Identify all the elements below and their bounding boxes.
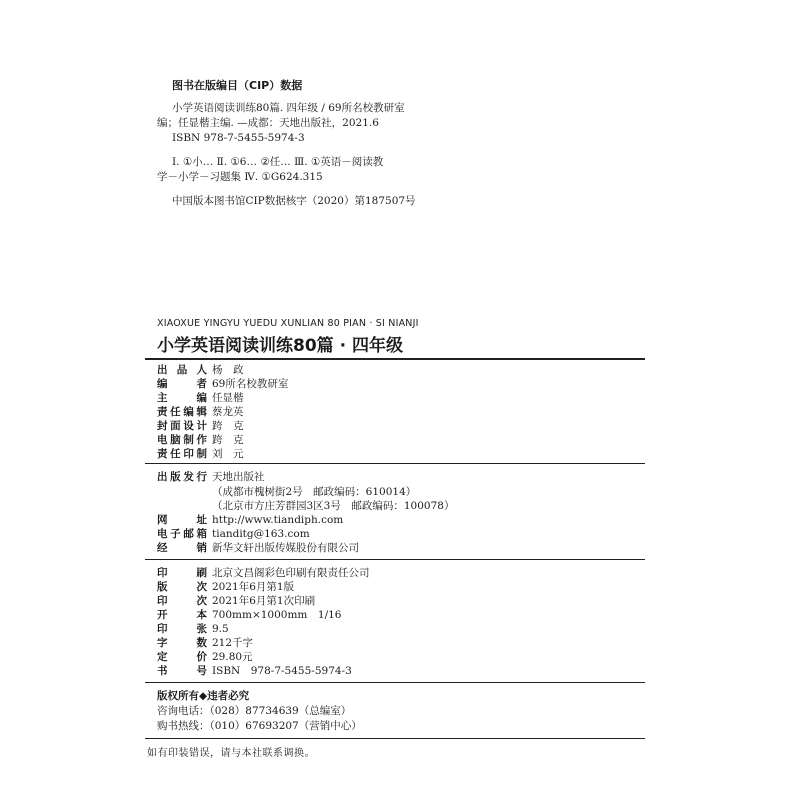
credit-row: 编者 69所名校教研室 [157, 378, 289, 390]
publisher-row: 出版发行 天地出版社 [157, 471, 265, 483]
title-divider [145, 358, 645, 360]
print-row: 版次 2021年6月第1版 [157, 581, 295, 593]
email-link[interactable]: tianditg@163.com [212, 528, 310, 540]
print-row: 字数 212千字 [157, 637, 254, 649]
cip-class-line-2: 学－小学－习题集 Ⅳ. ①G624.315 [157, 171, 323, 183]
print-row: 印次 2021年6月第1次印刷 [157, 595, 316, 607]
cip-data-number: 中国版本图书馆CIP数据核字（2020）第187507号 [172, 195, 416, 207]
rights-notice: 版权所有◆违者必究 [157, 690, 250, 702]
credit-row: 出品人 杨 政 [157, 364, 244, 376]
website-link[interactable]: http://www.tiandiph.com [212, 514, 344, 526]
cip-class-line-1: Ⅰ. ①小… Ⅱ. ①6… ②任… Ⅲ. ①英语－阅读教 [172, 156, 384, 168]
cip-line-3: ISBN 978-7-5455-5974-3 [172, 132, 305, 144]
distributor-row: 经销 新华文轩出版传媒股份有限公司 [157, 542, 359, 554]
cip-heading: 图书在版编目（CIP）数据 [172, 79, 303, 92]
email-row: 电子邮箱 tianditg@163.com [157, 528, 310, 540]
credit-row: 责任印制 刘 元 [157, 448, 244, 460]
credit-row: 封面设计 跨 克 [157, 420, 244, 432]
rights-divider [145, 738, 645, 739]
pinyin-title: XIAOXUE YINGYU YUEDU XUNLIAN 80 PIAN · SI NIANJI [157, 318, 419, 329]
credit-row: 责任编辑 蔡龙英 [157, 406, 244, 418]
credit-row: 主编 任显楷 [157, 392, 244, 404]
cip-line-2: 编；任显楷主编. —成都：天地出版社，2021.6 [157, 117, 379, 129]
print-row: 印张 9.5 [157, 623, 229, 635]
print-divider [145, 682, 645, 683]
purchase-phone: 购书热线：（010）67693207（营销中心） [157, 720, 362, 732]
book-title: 小学英语阅读训练80篇 · 四年级 [157, 336, 403, 356]
publisher-name: 天地出版社 [212, 471, 265, 483]
publisher-divider [145, 559, 645, 560]
footer-note: 如有印装错误，请与本社联系调换。 [147, 748, 315, 759]
cip-line-1: 小学英语阅读训练80篇. 四年级 / 69所名校教研室 [172, 102, 405, 114]
print-row: 定价 29.80元 [157, 651, 253, 663]
credit-row: 电脑制作 跨 克 [157, 434, 244, 446]
print-row: 印刷 北京文昌阁彩色印刷有限责任公司 [157, 567, 370, 579]
print-row: 书号 ISBN 978-7-5455-5974-3 [157, 665, 352, 677]
website-row: 网址 http://www.tiandiph.com [157, 514, 344, 526]
print-row: 开本 700mm×1000mm 1/16 [157, 609, 342, 621]
credits-divider [145, 463, 645, 464]
consult-phone: 咨询电话：（028）87734639（总编室） [157, 705, 352, 717]
